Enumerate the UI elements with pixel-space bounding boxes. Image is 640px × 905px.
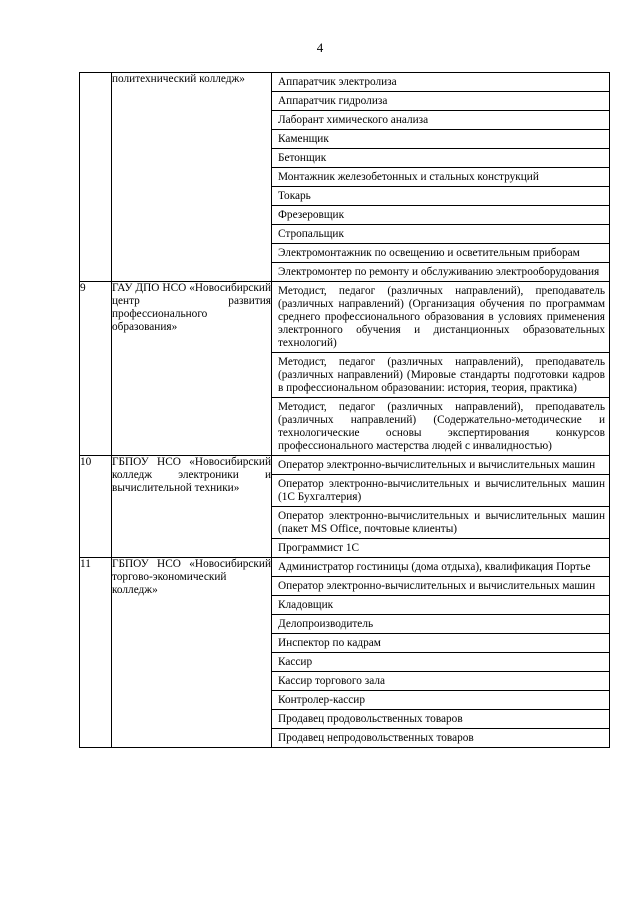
profession-item: Продавец продовольственных товаров bbox=[272, 710, 609, 729]
professions-cell bbox=[272, 282, 610, 456]
profession-item: Электромонтажник по освещению и осветительным приборам bbox=[272, 244, 609, 263]
professions-cell bbox=[272, 456, 610, 558]
profession-item: Кассир торгового зала bbox=[272, 672, 609, 691]
organization-name: ГБПОУ НСО «Новосибирский колледж электроники и вычислительной техники» bbox=[112, 456, 272, 558]
profession-item: Монтажник железобетонных и стальных конструкций bbox=[272, 168, 609, 187]
profession-item: Оператор электронно-вычислительных и вычислительных машин (пакет MS Office, почтовые клиенты) bbox=[272, 507, 609, 539]
profession-item: Каменщик bbox=[272, 130, 609, 149]
row-number bbox=[80, 73, 112, 282]
profession-item: Оператор электронно-вычислительных и вычислительных машин bbox=[272, 577, 609, 596]
table-body bbox=[80, 73, 610, 748]
profession-item: Кассир bbox=[272, 653, 609, 672]
profession-item: Кладовщик bbox=[272, 596, 609, 615]
row-number: 9 bbox=[80, 282, 112, 456]
row-number: 10 bbox=[80, 456, 112, 558]
profession-item: Администратор гостиницы (дома отдыха), квалификация Портье bbox=[272, 558, 609, 577]
profession-item: Фрезеровщик bbox=[272, 206, 609, 225]
page-number: 4 bbox=[316, 40, 324, 55]
professions-table bbox=[79, 72, 610, 748]
table-row bbox=[80, 73, 610, 282]
organization-name: ГБПОУ НСО «Новосибирский торгово-экономический колледж» bbox=[112, 558, 272, 748]
profession-item: Аппаратчик гидролиза bbox=[272, 92, 609, 111]
profession-item: Лаборант химического анализа bbox=[272, 111, 609, 130]
profession-item: Электромонтер по ремонту и обслуживанию электрооборудования bbox=[278, 266, 600, 278]
row-number: 11 bbox=[80, 558, 112, 748]
professions-cell bbox=[272, 73, 610, 282]
organization-name: политехнический колледж» bbox=[112, 73, 272, 282]
profession-item: Делопроизводитель bbox=[272, 615, 609, 634]
profession-item: Оператор электронно-вычислительных и вычислительных машин bbox=[272, 456, 609, 475]
profession-item: Контролер-кассир bbox=[272, 691, 609, 710]
profession-item: Аппаратчик электролиза bbox=[272, 73, 609, 92]
profession-item: Программист 1С bbox=[278, 542, 360, 554]
profession-item: Бетонщик bbox=[272, 149, 609, 168]
profession-item: Оператор электронно-вычислительных и вычислительных машин (1С Бухгалтерия) bbox=[272, 475, 609, 507]
profession-item: Стропальщик bbox=[272, 225, 609, 244]
profession-item: Методист, педагог (различных направлений), преподаватель (различных направлений) (Содержательно-методические и технологические основы экспертирования конкурсов профессионального мастерства людей с инвалидностью) bbox=[278, 401, 605, 452]
profession-item: Методист, педагог (различных направлений), преподаватель (различных направлений) (Мировые стандарты подготовки кадров в профессиональном образовании: история, теория, практика) bbox=[272, 353, 609, 398]
organization-name: ГАУ ДПО НСО «Новосибирский центр развития профессионального образования» bbox=[112, 282, 272, 456]
table-row bbox=[80, 558, 610, 748]
professions-cell bbox=[272, 558, 610, 748]
profession-item: Методист, педагог (различных направлений), преподаватель (различных направлений) (Организация обучения по программам среднего профессионального образования в условиях применения электронного обучения и дистанционных образовательных технологий) bbox=[272, 282, 609, 353]
table-row bbox=[80, 282, 610, 456]
profession-item: Токарь bbox=[272, 187, 609, 206]
profession-item: Инспектор по кадрам bbox=[272, 634, 609, 653]
table-row bbox=[80, 456, 610, 558]
profession-item: Продавец непродовольственных товаров bbox=[278, 732, 474, 744]
